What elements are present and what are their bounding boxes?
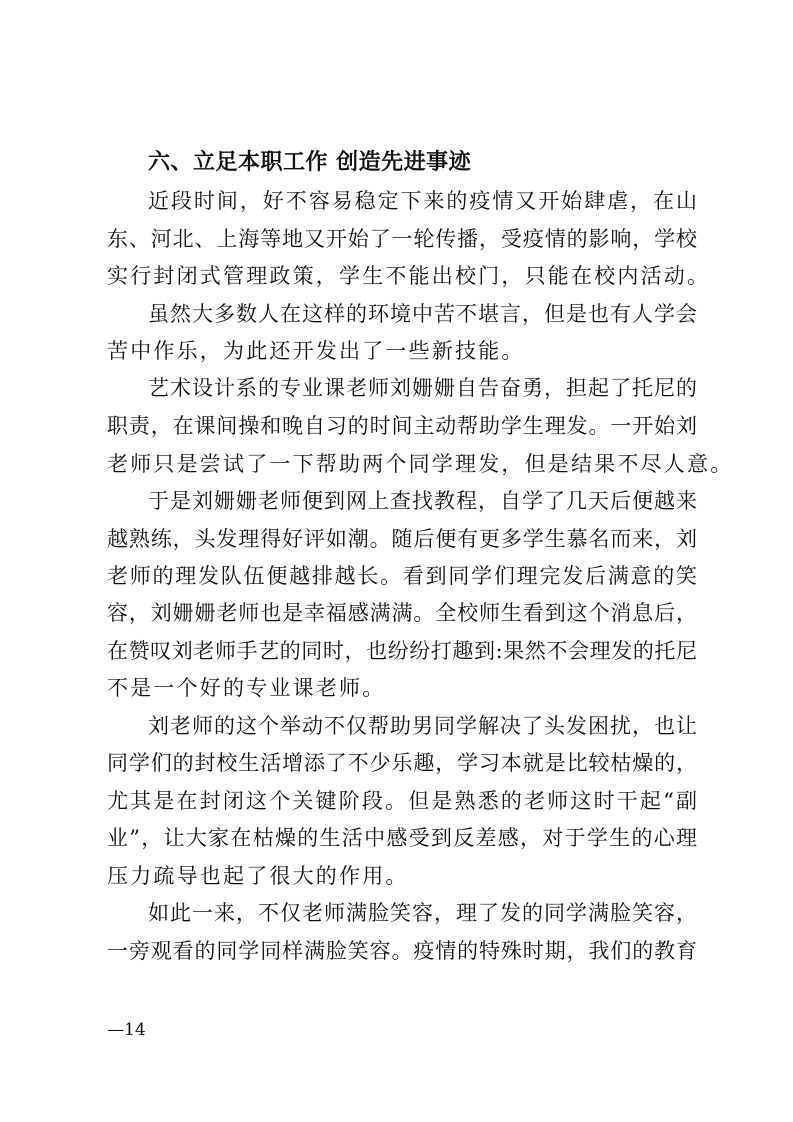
paragraph-5-line-2: 同学们的封校生活增添了不少乐趣，学习本就是比较枯燥的， bbox=[107, 751, 697, 775]
paragraph-4-line-5: 在赞叹刘老师手艺的同时，也纷纷打趣到:果然不会理发的托尼 bbox=[107, 639, 697, 663]
paragraph-2-line-2: 苦中作乐，为此还开发出了一些新技能。 bbox=[107, 339, 525, 363]
paragraph-1-line-3: 实行封闭式管理政策，学生不能出校门，只能在校内活动。 bbox=[107, 264, 711, 288]
paragraph-6-line-1: 如此一来，不仅老师满脸笑容，理了发的同学满脸笑容， bbox=[148, 901, 697, 925]
paragraph-5-line-3: 尤其是在封闭这个关键阶段。但是熟悉的老师这时干起“副 bbox=[107, 789, 697, 813]
paragraph-4-line-3: 老师的理发队伍便越排越长。看到同学们理完发后满意的笑 bbox=[107, 564, 697, 588]
paragraph-6-line-2: 一旁观看的同学同样满脸笑容。疫情的特殊时期，我们的教育 bbox=[107, 939, 697, 963]
section-heading: 六、立足本职工作 创造先进事迹 bbox=[148, 150, 472, 175]
paragraph-3-line-2: 职责，在课间操和晚自习的时间主动帮助学生理发。一开始刘 bbox=[107, 414, 697, 438]
paragraph-5-line-1: 刘老师的这个举动不仅帮助男同学解决了头发困扰，也让 bbox=[148, 714, 697, 738]
page-number: —14 bbox=[107, 1020, 146, 1040]
paragraph-4-line-1: 于是刘姗姗老师便到网上查找教程，自学了几天后便越来 bbox=[148, 489, 697, 513]
paragraph-4-line-4: 容，刘姗姗老师也是幸福感满满。全校师生看到这个消息后， bbox=[107, 601, 697, 625]
paragraph-4-line-2: 越熟练，头发理得好评如潮。随后便有更多学生慕名而来，刘 bbox=[107, 527, 697, 551]
paragraph-1-line-1: 近段时间，好不容易稳定下来的疫情又开始肆虐，在山 bbox=[148, 189, 697, 213]
paragraph-4-line-6: 不是一个好的专业课老师。 bbox=[107, 676, 386, 700]
paragraph-5-line-4: 业”，让大家在枯燥的生活中感受到反差感，对于学生的心理 bbox=[107, 826, 697, 850]
paragraph-2-line-1: 虽然大多数人在这样的环境中苦不堪言，但是也有人学会 bbox=[148, 302, 697, 326]
paragraph-3-line-3: 老师只是尝试了一下帮助两个同学理发，但是结果不尽人意。 bbox=[107, 452, 734, 476]
paragraph-3-line-1: 艺术设计系的专业课老师刘姗姗自告奋勇，担起了托尼的 bbox=[148, 376, 697, 400]
paragraph-5-line-5: 压力疏导也起了很大的作用。 bbox=[107, 864, 409, 888]
paragraph-1-line-2: 东、河北、上海等地又开始了一轮传播，受疫情的影响，学校 bbox=[107, 227, 697, 251]
